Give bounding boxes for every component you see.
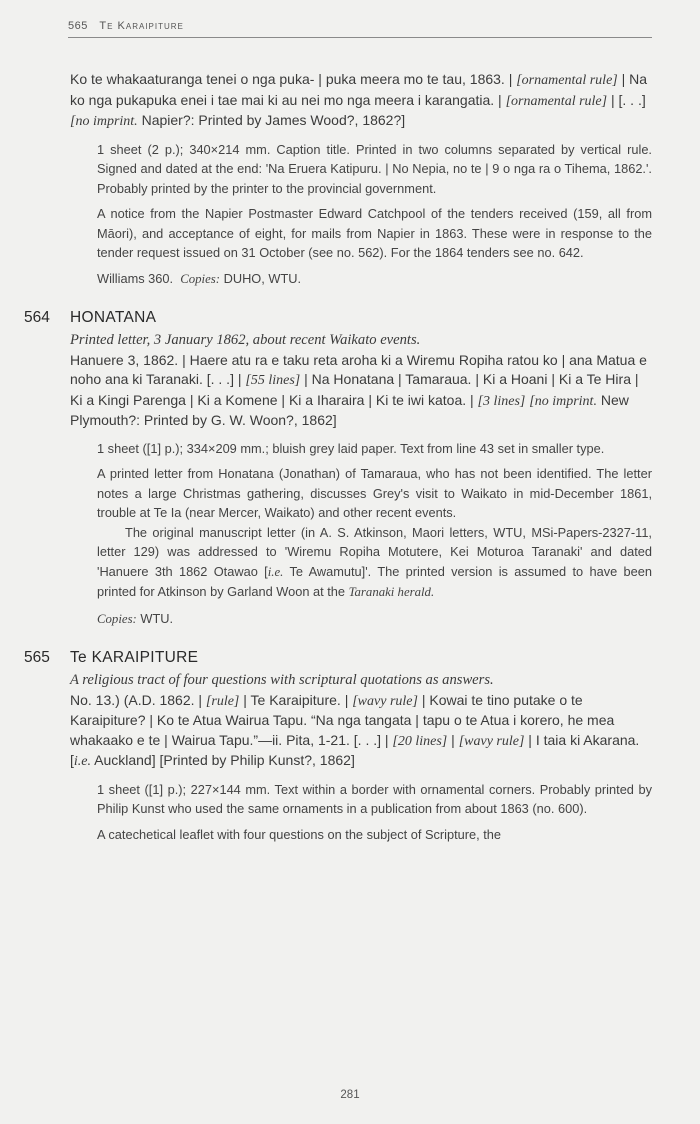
copies-label: Copies: xyxy=(180,271,221,286)
entry-564-note-2: The original manuscript letter (in A. S. Atkinson, Maori letters, WTU, MSi-Papers-2327-11, letter 129) was addressed to 'Wiremu Ropiha Motutere, Kei Moturoa Taranaki' and dated 'Hanuere 3th 1862 Otawao [i.e. Te Awamutu]'. The printed version is assumed to have been printed for Atkinson by Garland Woon at the Taranaki herald. xyxy=(97,524,653,599)
entry-name: Te KARAIPITURE xyxy=(70,649,199,666)
copies-label: Copies: xyxy=(97,611,137,626)
entry-564-note-1: A printed letter from Honatana (Jonathan) of Tamaraua, who has not been identified. The letter notes a large Christmas gathering, discusses Grey's visit to Waikato in mid-December 1861, trouble at Te Ia (near Mercer, Waikato) and other recent events. xyxy=(97,466,652,520)
entry-563-refs: Williams 360. Copies: DUHO, WTU. xyxy=(97,270,302,286)
running-head-page-number: 565 xyxy=(68,20,88,32)
page-number: 281 xyxy=(340,1089,360,1101)
running-head xyxy=(68,20,652,38)
entry-564-description: Printed letter, 3 January 1862, about recent Waikato events. xyxy=(70,332,421,348)
page-content xyxy=(0,70,700,844)
entry-565-heading xyxy=(24,649,652,667)
entry-564-physical: 1 sheet ([1] p.); 334×209 mm.; bluish grey laid paper. Text from line 43 set in smaller type. xyxy=(97,440,605,456)
entry-number: 565 xyxy=(24,649,50,666)
entry-563-transcription: Ko te whakaaturanga tenei o nga puka- | puka meera mo te tau, 1863. | [ornamental rule] | Na ko nga pukapuka enei i tae mai ki au nei mo nga meera i karangatia. | [ornamental rule] | [. . .] [no imprint. Napier?: Printed by James Wood?, 1862?] xyxy=(70,71,648,129)
entry-565-description: A religious tract of four questions with scriptural quotations as answers. xyxy=(70,672,494,688)
entry-564-heading xyxy=(24,309,652,327)
entry-name: HONATANA xyxy=(70,309,157,326)
entry-564-transcription: Hanuere 3, 1862. | Haere atu ra e taku reta aroha ki a Wiremu Ropiha ratou ko | ana Matua e noho ana ki Taranaki. [. . .] | [55 lines] | Na Honatana | Tamaraua. | Ki a Hoani | Ki a Te Hira | Ki a Kingi Parenga | Ki a Komene | Ki a Iharaira | Ki te iwi katoa. | [3 lines] [no imprint. New Plymouth?: Printed by G. W. Woon?, 1862] xyxy=(70,351,647,428)
entry-number: 564 xyxy=(24,309,50,326)
entry-565-physical: 1 sheet ([1] p.); 227×144 mm. Text within a border with ornamental corners. Probably printed by Philip Kunst who used the same ornaments in a publication from about 1863 (no. 600). xyxy=(97,781,652,816)
entry-565-transcription: No. 13.) (A.D. 1862. | [rule] | Te Karaipiture. | [wavy rule] | Kowai te tino putake o te Karaipiture? | Ko te Atua Wairua Tapu. “Na nga tangata | tapu o te Atua i korero, he mea whakaako e te | Wairua Tapu.”—ii. Pita, 1-21. [. . .] | [20 lines] | [wavy rule] | I taia ki Akarana. [i.e. Auckland] [Printed by Philip Kunst?, 1862] xyxy=(70,691,640,769)
entry-563-physical: 1 sheet (2 p.); 340×214 mm. Caption title. Printed in two columns separated by vertical rule. Signed and dated at the end: 'Na Eruera Katipuru. | No Nepia, no te | 9 o nga ra o Tihema, 1862.'. Probably printed by the printer to the provincial government. xyxy=(97,141,652,196)
entry-563-note: A notice from the Napier Postmaster Edward Catchpool of the tenders received (159, all from Māori), and acceptance of eight, for mails from Napier in 1863. These were in response to the tender request issued on 31 October (see no. 562). For the 1864 tenders see no. 642. xyxy=(97,206,652,260)
entry-565-note: A catechetical leaflet with four questions on the subject of Scripture, the xyxy=(97,826,502,842)
running-head-title: Te Karaipiture xyxy=(99,20,184,32)
entry-564-copies: Copies: WTU. xyxy=(97,610,174,626)
